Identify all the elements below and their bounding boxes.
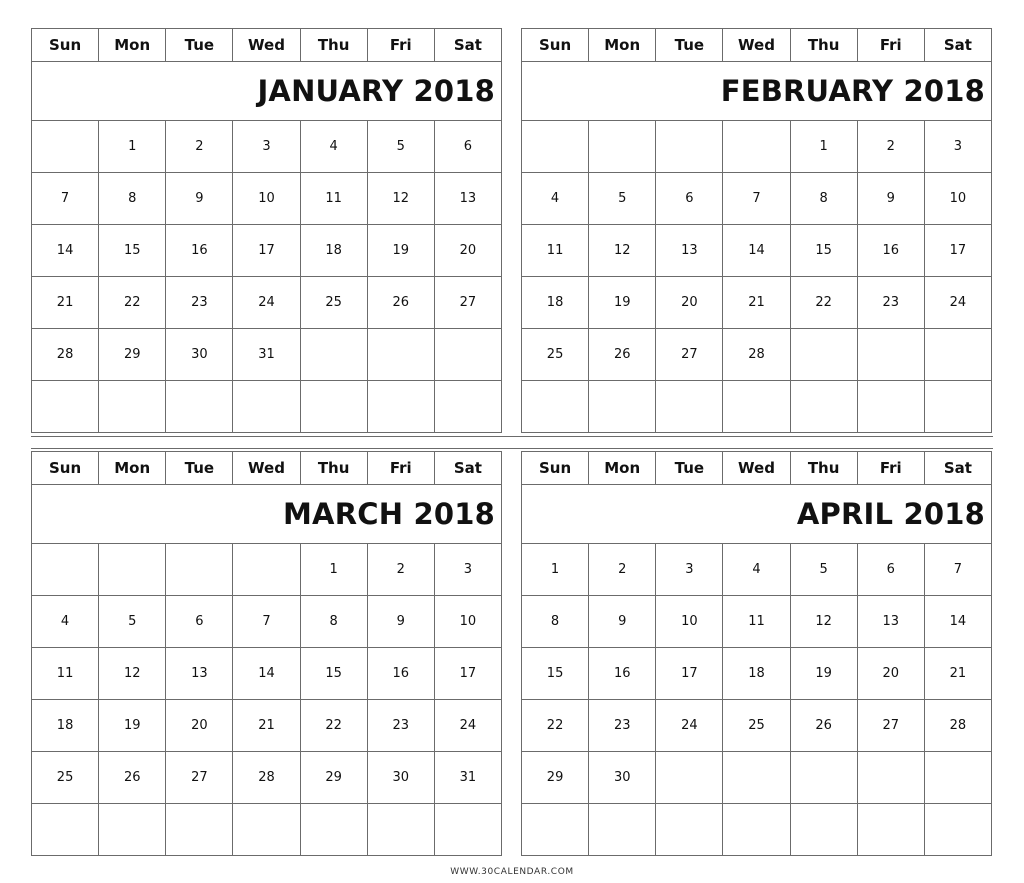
day-cell bbox=[233, 804, 300, 856]
day-cell: 21 bbox=[32, 277, 99, 329]
day-cell bbox=[32, 381, 99, 433]
day-cell: 17 bbox=[233, 225, 300, 277]
day-cell: 15 bbox=[300, 648, 367, 700]
day-cell: 7 bbox=[233, 596, 300, 648]
weekday-label: Tue bbox=[656, 29, 723, 62]
weekday-label: Sat bbox=[924, 29, 991, 62]
day-cell: 28 bbox=[233, 752, 300, 804]
weekday-label: Fri bbox=[857, 452, 924, 485]
day-cell: 10 bbox=[434, 596, 501, 648]
day-cell bbox=[790, 381, 857, 433]
day-cell bbox=[656, 121, 723, 173]
week-row bbox=[522, 544, 992, 596]
day-cell: 4 bbox=[723, 544, 790, 596]
day-cell: 28 bbox=[32, 329, 99, 381]
day-cell: 2 bbox=[857, 121, 924, 173]
day-cell: 13 bbox=[434, 173, 501, 225]
day-cell bbox=[790, 752, 857, 804]
day-cell: 19 bbox=[99, 700, 166, 752]
weekday-label: Mon bbox=[589, 452, 656, 485]
day-cell: 3 bbox=[924, 121, 991, 173]
day-cell: 1 bbox=[300, 544, 367, 596]
day-cell: 31 bbox=[233, 329, 300, 381]
weekday-label: Mon bbox=[99, 452, 166, 485]
row-separator bbox=[31, 436, 993, 449]
month-title: JANUARY 2018 bbox=[32, 62, 502, 121]
month-calendar bbox=[31, 451, 502, 856]
weekday-label: Thu bbox=[300, 452, 367, 485]
month-calendar bbox=[521, 28, 992, 433]
day-cell: 28 bbox=[723, 329, 790, 381]
day-cell bbox=[300, 804, 367, 856]
week-row bbox=[32, 329, 502, 381]
day-cell: 22 bbox=[522, 700, 589, 752]
month-title: MARCH 2018 bbox=[32, 485, 502, 544]
day-cell: 14 bbox=[924, 596, 991, 648]
day-cell: 24 bbox=[656, 700, 723, 752]
day-cell: 14 bbox=[32, 225, 99, 277]
week-row bbox=[32, 596, 502, 648]
day-cell: 12 bbox=[367, 173, 434, 225]
week-row bbox=[32, 121, 502, 173]
day-cell: 8 bbox=[99, 173, 166, 225]
weekday-label: Thu bbox=[300, 29, 367, 62]
day-cell: 2 bbox=[367, 544, 434, 596]
day-cell bbox=[434, 381, 501, 433]
day-cell: 12 bbox=[790, 596, 857, 648]
day-cell: 1 bbox=[790, 121, 857, 173]
day-cell: 17 bbox=[924, 225, 991, 277]
day-cell: 13 bbox=[166, 648, 233, 700]
day-cell: 27 bbox=[656, 329, 723, 381]
day-cell: 29 bbox=[99, 329, 166, 381]
day-cell: 10 bbox=[233, 173, 300, 225]
day-cell bbox=[166, 381, 233, 433]
day-cell bbox=[367, 329, 434, 381]
day-cell bbox=[857, 752, 924, 804]
week-row bbox=[32, 173, 502, 225]
day-cell: 18 bbox=[32, 700, 99, 752]
weekday-header-row bbox=[32, 452, 502, 485]
day-cell: 25 bbox=[723, 700, 790, 752]
day-cell: 12 bbox=[589, 225, 656, 277]
day-cell: 6 bbox=[857, 544, 924, 596]
day-cell: 14 bbox=[723, 225, 790, 277]
day-cell: 5 bbox=[790, 544, 857, 596]
weekday-label: Fri bbox=[367, 29, 434, 62]
day-cell: 17 bbox=[656, 648, 723, 700]
week-row bbox=[522, 752, 992, 804]
day-cell: 30 bbox=[367, 752, 434, 804]
day-cell: 25 bbox=[32, 752, 99, 804]
day-cell: 5 bbox=[99, 596, 166, 648]
weekday-header-row bbox=[522, 29, 992, 62]
day-cell: 3 bbox=[233, 121, 300, 173]
day-cell bbox=[857, 804, 924, 856]
day-cell: 5 bbox=[589, 173, 656, 225]
day-cell: 19 bbox=[589, 277, 656, 329]
day-cell: 26 bbox=[790, 700, 857, 752]
day-cell: 4 bbox=[522, 173, 589, 225]
day-cell bbox=[589, 381, 656, 433]
weekday-label: Wed bbox=[723, 452, 790, 485]
week-row bbox=[522, 225, 992, 277]
day-cell: 23 bbox=[857, 277, 924, 329]
day-cell: 17 bbox=[434, 648, 501, 700]
day-cell: 19 bbox=[367, 225, 434, 277]
day-cell: 4 bbox=[32, 596, 99, 648]
day-cell bbox=[723, 804, 790, 856]
day-cell: 16 bbox=[166, 225, 233, 277]
day-cell: 30 bbox=[589, 752, 656, 804]
day-cell: 8 bbox=[790, 173, 857, 225]
day-cell: 16 bbox=[367, 648, 434, 700]
day-cell: 25 bbox=[300, 277, 367, 329]
week-row bbox=[522, 173, 992, 225]
day-cell: 16 bbox=[857, 225, 924, 277]
day-cell bbox=[233, 544, 300, 596]
day-cell bbox=[790, 329, 857, 381]
day-cell: 2 bbox=[589, 544, 656, 596]
weekday-label: Thu bbox=[790, 452, 857, 485]
day-cell bbox=[924, 381, 991, 433]
day-cell bbox=[32, 804, 99, 856]
day-cell bbox=[924, 752, 991, 804]
day-cell bbox=[99, 381, 166, 433]
day-cell bbox=[166, 804, 233, 856]
weekday-label: Mon bbox=[99, 29, 166, 62]
day-cell bbox=[589, 121, 656, 173]
day-cell: 4 bbox=[300, 121, 367, 173]
weekday-label: Thu bbox=[790, 29, 857, 62]
day-cell bbox=[166, 544, 233, 596]
month-title: APRIL 2018 bbox=[522, 485, 992, 544]
week-row bbox=[32, 700, 502, 752]
day-cell bbox=[924, 329, 991, 381]
day-cell: 9 bbox=[857, 173, 924, 225]
weekday-label: Sun bbox=[32, 29, 99, 62]
day-cell bbox=[99, 544, 166, 596]
day-cell bbox=[99, 804, 166, 856]
day-cell bbox=[367, 804, 434, 856]
day-cell bbox=[790, 804, 857, 856]
day-cell: 29 bbox=[300, 752, 367, 804]
day-cell: 13 bbox=[656, 225, 723, 277]
day-cell: 21 bbox=[723, 277, 790, 329]
day-cell: 26 bbox=[367, 277, 434, 329]
weekday-label: Tue bbox=[166, 452, 233, 485]
week-row bbox=[522, 277, 992, 329]
week-row bbox=[32, 648, 502, 700]
day-cell: 23 bbox=[367, 700, 434, 752]
day-cell bbox=[656, 752, 723, 804]
day-cell: 30 bbox=[166, 329, 233, 381]
day-cell: 18 bbox=[723, 648, 790, 700]
day-cell: 11 bbox=[522, 225, 589, 277]
day-cell: 29 bbox=[522, 752, 589, 804]
weekday-label: Tue bbox=[656, 452, 723, 485]
day-cell: 10 bbox=[924, 173, 991, 225]
day-cell: 21 bbox=[924, 648, 991, 700]
week-row bbox=[522, 121, 992, 173]
day-cell: 7 bbox=[924, 544, 991, 596]
day-cell: 22 bbox=[99, 277, 166, 329]
day-cell: 8 bbox=[300, 596, 367, 648]
month-title: FEBRUARY 2018 bbox=[522, 62, 992, 121]
week-row bbox=[32, 225, 502, 277]
day-cell: 24 bbox=[233, 277, 300, 329]
day-cell: 19 bbox=[790, 648, 857, 700]
weekday-label: Fri bbox=[857, 29, 924, 62]
day-cell: 7 bbox=[32, 173, 99, 225]
day-cell: 18 bbox=[522, 277, 589, 329]
day-cell bbox=[656, 381, 723, 433]
day-cell: 9 bbox=[589, 596, 656, 648]
day-cell bbox=[589, 804, 656, 856]
day-cell: 15 bbox=[790, 225, 857, 277]
weekday-label: Sat bbox=[434, 452, 501, 485]
week-row bbox=[522, 648, 992, 700]
day-cell: 2 bbox=[166, 121, 233, 173]
day-cell: 31 bbox=[434, 752, 501, 804]
day-cell: 14 bbox=[233, 648, 300, 700]
day-cell: 13 bbox=[857, 596, 924, 648]
day-cell: 11 bbox=[723, 596, 790, 648]
day-cell: 21 bbox=[233, 700, 300, 752]
day-cell: 12 bbox=[99, 648, 166, 700]
day-cell: 7 bbox=[723, 173, 790, 225]
day-cell: 10 bbox=[656, 596, 723, 648]
day-cell: 15 bbox=[522, 648, 589, 700]
day-cell: 6 bbox=[656, 173, 723, 225]
day-cell: 11 bbox=[300, 173, 367, 225]
day-cell: 24 bbox=[924, 277, 991, 329]
day-cell: 3 bbox=[656, 544, 723, 596]
day-cell: 20 bbox=[656, 277, 723, 329]
day-cell bbox=[857, 329, 924, 381]
day-cell: 20 bbox=[166, 700, 233, 752]
day-cell: 1 bbox=[99, 121, 166, 173]
weekday-header-row bbox=[32, 29, 502, 62]
day-cell: 5 bbox=[367, 121, 434, 173]
day-cell: 6 bbox=[166, 596, 233, 648]
weekday-label: Tue bbox=[166, 29, 233, 62]
day-cell bbox=[656, 804, 723, 856]
day-cell: 6 bbox=[434, 121, 501, 173]
month-calendar bbox=[31, 28, 502, 433]
day-cell bbox=[522, 381, 589, 433]
day-cell: 20 bbox=[434, 225, 501, 277]
day-cell: 3 bbox=[434, 544, 501, 596]
week-row bbox=[522, 804, 992, 856]
day-cell: 27 bbox=[434, 277, 501, 329]
weekday-header-row bbox=[522, 452, 992, 485]
day-cell: 11 bbox=[32, 648, 99, 700]
day-cell: 22 bbox=[790, 277, 857, 329]
week-row bbox=[32, 277, 502, 329]
day-cell: 9 bbox=[166, 173, 233, 225]
week-row bbox=[32, 544, 502, 596]
day-cell: 25 bbox=[522, 329, 589, 381]
week-row bbox=[32, 381, 502, 433]
weekday-label: Sun bbox=[32, 452, 99, 485]
weekday-label: Sat bbox=[924, 452, 991, 485]
day-cell: 18 bbox=[300, 225, 367, 277]
day-cell: 22 bbox=[300, 700, 367, 752]
day-cell: 27 bbox=[857, 700, 924, 752]
weekday-label: Wed bbox=[233, 452, 300, 485]
day-cell bbox=[300, 381, 367, 433]
footer-watermark: WWW.30CALENDAR.COM bbox=[450, 867, 574, 877]
day-cell bbox=[300, 329, 367, 381]
day-cell bbox=[857, 381, 924, 433]
day-cell: 15 bbox=[99, 225, 166, 277]
day-cell bbox=[367, 381, 434, 433]
day-cell: 20 bbox=[857, 648, 924, 700]
day-cell: 28 bbox=[924, 700, 991, 752]
day-cell: 23 bbox=[166, 277, 233, 329]
day-cell bbox=[723, 121, 790, 173]
week-row bbox=[522, 381, 992, 433]
day-cell bbox=[924, 804, 991, 856]
day-cell: 26 bbox=[589, 329, 656, 381]
day-cell bbox=[723, 752, 790, 804]
day-cell: 23 bbox=[589, 700, 656, 752]
day-cell: 24 bbox=[434, 700, 501, 752]
weekday-label: Fri bbox=[367, 452, 434, 485]
day-cell bbox=[233, 381, 300, 433]
day-cell bbox=[434, 804, 501, 856]
week-row bbox=[522, 329, 992, 381]
day-cell bbox=[522, 121, 589, 173]
day-cell: 1 bbox=[522, 544, 589, 596]
weekday-label: Mon bbox=[589, 29, 656, 62]
day-cell bbox=[434, 329, 501, 381]
day-cell: 8 bbox=[522, 596, 589, 648]
day-cell: 26 bbox=[99, 752, 166, 804]
weekday-label: Wed bbox=[233, 29, 300, 62]
weekday-label: Sun bbox=[522, 29, 589, 62]
day-cell bbox=[522, 804, 589, 856]
weekday-label: Sun bbox=[522, 452, 589, 485]
week-row bbox=[522, 700, 992, 752]
week-row bbox=[32, 804, 502, 856]
day-cell: 16 bbox=[589, 648, 656, 700]
month-calendar bbox=[521, 451, 992, 856]
day-cell: 27 bbox=[166, 752, 233, 804]
day-cell bbox=[723, 381, 790, 433]
day-cell bbox=[32, 544, 99, 596]
weekday-label: Sat bbox=[434, 29, 501, 62]
week-row bbox=[522, 596, 992, 648]
day-cell bbox=[32, 121, 99, 173]
week-row bbox=[32, 752, 502, 804]
weekday-label: Wed bbox=[723, 29, 790, 62]
day-cell: 9 bbox=[367, 596, 434, 648]
